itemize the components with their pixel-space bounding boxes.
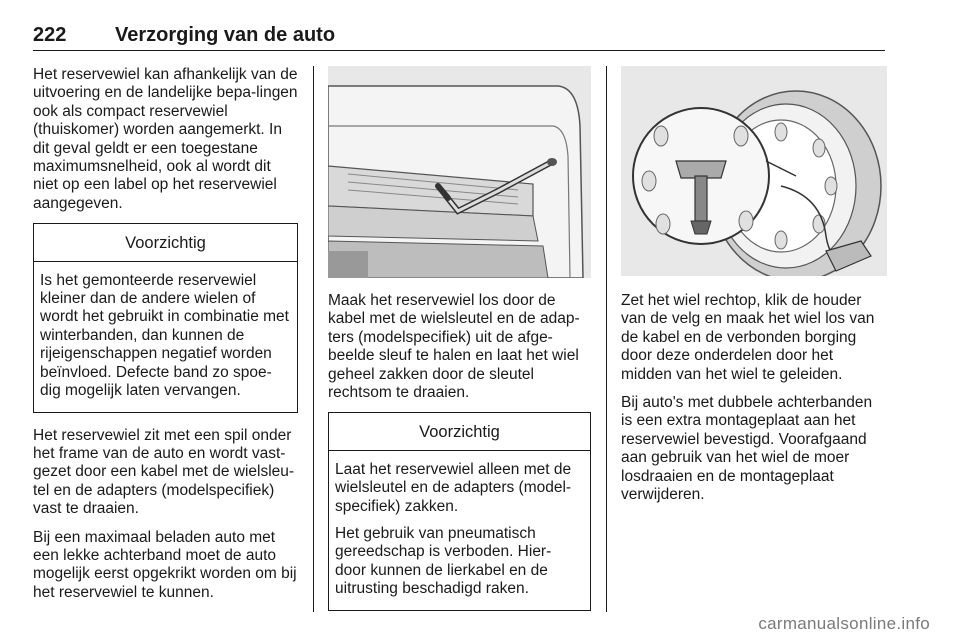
page-header — [33, 22, 885, 51]
caution-body — [34, 262, 297, 412]
paragraph-compact-spare: Het reservewiel kan afhankelijk van de uitvoering en de landelijke bepa-lingen ook als compact reservewiel (thuiskomer) worden aangemerkt. In dit geval geldt er een toegestane maximumsnelheid, ook al wordt dit niet op een label op het reservewiel aangegeven. — [33, 66, 298, 212]
column-divider-1 — [313, 66, 314, 612]
caution-box-2 — [328, 412, 591, 610]
caution-text-1: Laat het reservewiel alleen met de wielsleutel en de adapters (model-specifiek) zakken. — [335, 460, 572, 515]
caution-body — [329, 451, 590, 610]
paragraph-spare-mounting: Het reservewiel zit met een spil onder het frame van de auto en wordt vast-gezet door een kabel met de wielsleu-tel en de adapters (modelspecifiek) vast te draaien. — [33, 426, 295, 518]
spare-wheel-cable-holder-illustration-icon — [621, 66, 887, 276]
caution-title: Voorzichtig — [329, 413, 590, 450]
caution-box-1 — [33, 223, 298, 412]
paragraph-dual-rear-tyres: Bij auto's met dubbele achterbanden is een extra montageplaat aan het reservewiel bevestigd. Voorafgaand aan gebruik van het wiel de moer losdraaien en de montageplaat verwijderen. — [621, 394, 873, 504]
chapter-title: Verzorging van de auto — [115, 24, 336, 46]
watermark: carmanualsonline.info — [758, 614, 930, 633]
caution-title: Voorzichtig — [34, 224, 297, 261]
column-1 — [33, 66, 298, 612]
column-3 — [621, 66, 887, 514]
caution-text-2: Het gebruik van pneumatisch gereedschap is verboden. Hier-door kunnen de lierkabel en de uitrusting beschadigd raken. — [335, 525, 552, 598]
paragraph-release-wheel: Maak het reservewiel los door de kabel met de wielsleutel en de adap-ters (modelspecifiek) uit de afge-beelde sleuf te halen en laat het wiel geheel zakken door de sleutel rechtsom te draaien. — [328, 292, 580, 402]
wheel-wrench-under-bumper-illustration-icon — [328, 66, 591, 278]
column-2 — [328, 66, 591, 625]
page-number: 222 — [33, 24, 67, 46]
paragraph-jack-up: Bij een maximaal beladen auto met een lekke achterband moet de auto mogelijk eerst opgekrikt worden om bij het reservewiel te kunnen. — [33, 528, 297, 601]
caution-text: Is het gemonteerde reservewiel kleiner dan de andere wielen of wordt het gebruikt in combinatie met winterbanden, dan kunnen de rijeigenschappen negatief worden beïnvloed. Defecte band zo spoe-dig mogelijk laten vervangen. — [40, 271, 289, 400]
paragraph-remove-holder: Zet het wiel rechtop, klik de houder van de velg en maak het wiel los van de kabel en de verbonden borging door deze onderdelen door het midden van het wiel te geleiden. — [621, 292, 875, 383]
column-divider-2 — [606, 66, 607, 612]
